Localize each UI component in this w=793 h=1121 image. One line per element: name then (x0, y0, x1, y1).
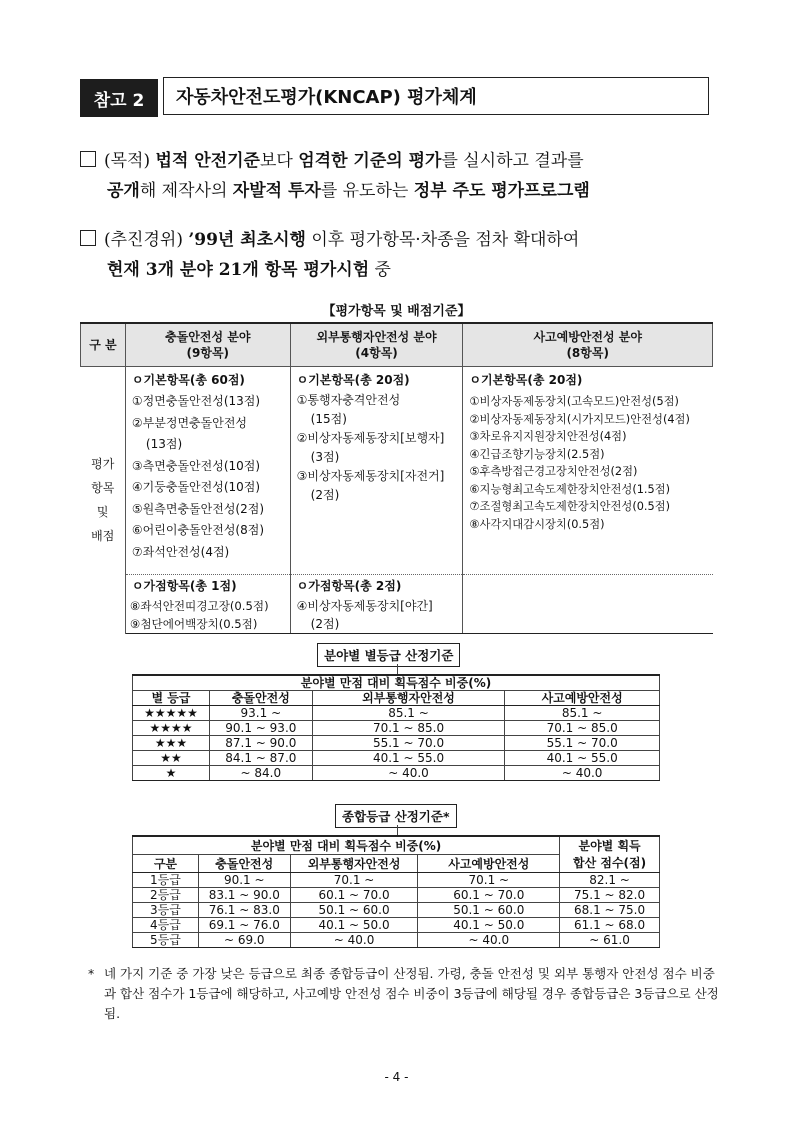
star-col-crash: 충돌안전성 (209, 691, 312, 706)
table-row: 4등급 69.1 ~ 76.0 40.1 ~ 50.0 40.1 ~ 50.0 61.1 ~ 68.0 (133, 918, 660, 933)
star-rating-table (132, 674, 660, 781)
header-pedestrian-safety: 외부통행자안전성 분야 (4항목) (290, 323, 463, 367)
row-label: 평가 항목 및 배점 (81, 367, 126, 634)
grade-table-title: 종합등급 산정기준* (335, 804, 457, 828)
footnote-text: 네 가지 기준 중 가장 낮은 등급으로 최종 종합등급이 산정됨. 가령, 충돌 안전성 및 외부 통행자 안전성 점수 비중과 합산 점수가 1등급에 해당하고, 사고예방 안전성 점수 비중이 3등급에 해당될 경우 종합등급은 3등급으로 산정됨. (104, 966, 719, 1021)
purpose-paragraph: (목적) 법적 안전기준보다 엄격한 기준의 평가를 실시하고 결과를 공개해 제작사의 자발적 투자를 유도하는 정부 주도 평가프로그램 (80, 146, 720, 206)
star-col-grade: 별 등급 (133, 691, 210, 706)
table-row: ★★ 84.1 ~ 87.0 40.1 ~ 55.0 40.1 ~ 55.0 (133, 751, 660, 766)
section-tag: 참고 2 (80, 79, 158, 117)
table-row: ★★★ 87.1 ~ 90.0 55.1 ~ 70.0 55.1 ~ 70.0 (133, 736, 660, 751)
grade-col-pedestrian: 외부통행자안전성 (290, 855, 418, 873)
table-row: 3등급 76.1 ~ 83.0 50.1 ~ 60.0 50.1 ~ 60.0 68.1 ~ 75.0 (133, 903, 660, 918)
crash-basic-items: ㅇ기본항목(총 60점) ①정면충돌안전성(13점) ②부분정면충돌안전성 (13점) ③측면충돌안전성(10점) ④기둥충돌안전성(10점) ⑤원측면충돌안전성(2점) ⑥어린이충돌안전성(8점) ⑦좌석안전성(4점) (125, 367, 290, 575)
crash-bonus-items: ㅇ가점항목(총 1점) ⑧좌석안전띠경고장(0.5점) ⑨첨단에어백장치(0.5점) (125, 575, 290, 634)
grade-col-level: 구분 (133, 855, 199, 873)
checkbox-icon (80, 230, 96, 246)
footnote-mark: * (88, 966, 95, 981)
prevention-basic-items: ㅇ기본항목(총 20점) ①비상자동제동장치(고속모드)안전성(5점) ②비상자동제동장치(시가지모드)안전성(4점) ③차로유지지원장치안전성(4점) ④긴급조향기능장치(2.5점) ⑤후측방접근경고장치안전성(2점) ⑥지능형최고속도제한장치안전성(1.5점) ⑦조절형최고속도제한장치안전성(0.5점) ⑧사각지대감시장치(0.5점) (463, 367, 713, 575)
overall-grade-table (132, 835, 660, 948)
main-table-caption: 【평가항목 및 배점기준】 (322, 304, 471, 319)
header-crash-safety: 충돌안전성 분야 (9항목) (125, 323, 290, 367)
page-number: - 4 - (384, 1070, 409, 1084)
grade-col-sum: 합산 점수(점) (560, 855, 660, 873)
table-row: 5등급 ~ 69.0 ~ 40.0 ~ 40.0 ~ 61.0 (133, 933, 660, 948)
table-row: ★★★★★ 93.1 ~ 85.1 ~ 85.1 ~ (133, 706, 660, 721)
grade-col-prevention: 사고예방안전성 (418, 855, 560, 873)
connector-line (397, 825, 398, 835)
checkbox-icon (80, 151, 96, 167)
header-category: 구 분 (81, 323, 126, 367)
pedestrian-bonus-items: ㅇ가점항목(총 2점) ④비상자동제동장치[야간] (2점) (290, 575, 463, 634)
star-group-header: 분야별 만점 대비 획득점수 비중(%) (133, 675, 660, 691)
table-row: 1등급 90.1 ~ 70.1 ~ 70.1 ~ 82.1 ~ (133, 873, 660, 888)
header-accident-prevention: 사고예방안전성 분야 (8항목) (463, 323, 713, 367)
star-table-title: 분야별 별등급 산정기준 (317, 643, 460, 667)
pedestrian-basic-items: ㅇ기본항목(총 20점) ①통행자충격안전성 (15점) ②비상자동제동장치[보행자] (3점) ③비상자동제동장치[자전거] (2점) (290, 367, 463, 575)
star-col-prevention: 사고예방안전성 (505, 691, 660, 706)
evaluation-items-table (80, 322, 713, 634)
table-row: ★ ~ 84.0 ~ 40.0 ~ 40.0 (133, 766, 660, 781)
page-title: 자동차안전도평가(KNCAP) 평가체계 (163, 77, 709, 115)
grade-group-header: 분야별 만점 대비 획득점수 비중(%) (133, 836, 560, 855)
prevention-bonus-items (463, 575, 713, 634)
table-row: 2등급 83.1 ~ 90.0 60.1 ~ 70.0 60.1 ~ 70.0 75.1 ~ 82.0 (133, 888, 660, 903)
grade-sum-header: 분야별 획득 (560, 836, 660, 855)
grade-col-crash: 충돌안전성 (198, 855, 290, 873)
connector-line (397, 664, 398, 674)
table-row: ★★★★ 90.1 ~ 93.0 70.1 ~ 85.0 70.1 ~ 85.0 (133, 721, 660, 736)
history-paragraph: (추진경위) ’99년 최초시행 이후 평가항목·차종을 점차 확대하여 현재 3개 분야 21개 항목 평가시험 중 (80, 225, 720, 285)
star-col-pedestrian: 외부통행자안전성 (312, 691, 505, 706)
